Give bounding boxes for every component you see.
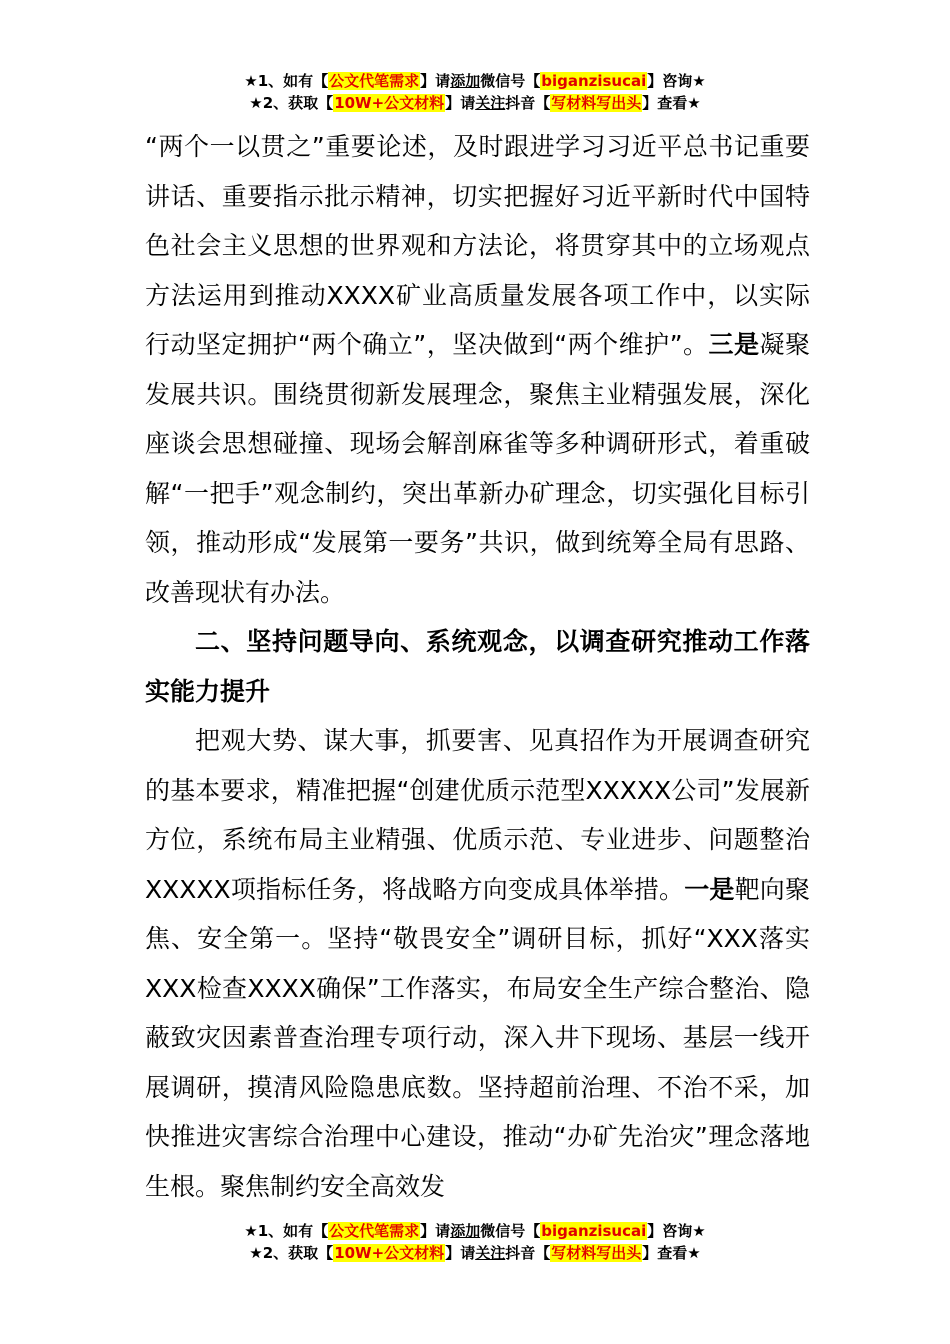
- footer-line-1-middle: 】请: [420, 1222, 451, 1240]
- banner-highlight-wechat-id: biganzisucai: [541, 72, 647, 90]
- banner-line-2-suffix: 】查看★: [642, 94, 701, 112]
- footer-banner: [0, 1220, 950, 1264]
- banner-line-2-middle: 】请: [445, 94, 476, 112]
- footer-highlight-materials: 10W+公文材料: [334, 1244, 445, 1262]
- banner-line-2-prefix: ★2、获取【: [249, 94, 334, 112]
- footer-highlight-douyin: 写材料写出头: [551, 1244, 642, 1262]
- footer-line-1: [0, 1220, 950, 1242]
- paragraph-1-bold-lead: 三是: [708, 330, 760, 359]
- paragraph-2-bold-lead: 一是: [684, 874, 735, 904]
- banner-underline-add: 添加: [450, 72, 481, 90]
- banner-underline-follow: 关注: [475, 94, 506, 112]
- footer-highlight-wechat-id: biganzisucai: [541, 1222, 647, 1240]
- paragraph-2-text: 把观大势、谋大事，抓要害、见真招作为开展调查研究的基本要求，精准把握“创建优质示范型XXXXX公司”发展新方位，系统布局主业精强、优质示范、专业进步、问题整治XXXXX项指标任务，将战略方向变成具体举措。: [145, 726, 810, 904]
- banner-highlight-douyin: 写材料写出头: [551, 94, 642, 112]
- section-heading-2: 二、坚持问题导向、系统观念，以调查研究推动工作落实能力提升: [145, 627, 810, 706]
- footer-line-2-middle2: 抖音【: [505, 1244, 551, 1262]
- banner-line-2-middle2: 抖音【: [505, 94, 551, 112]
- banner-line-1-middle2: 微信号【: [480, 72, 541, 90]
- footer-line-1-prefix: ★1、如有【: [244, 1222, 329, 1240]
- footer-line-2-suffix: 】查看★: [642, 1244, 701, 1262]
- banner-line-2: [0, 92, 950, 114]
- banner-line-1-prefix: ★1、如有【: [244, 72, 329, 90]
- banner-line-1: [0, 70, 950, 92]
- footer-line-2-middle: 】请: [445, 1244, 476, 1262]
- banner-line-1-middle: 】请: [420, 72, 451, 90]
- banner-line-1-suffix: 】咨询★: [647, 72, 706, 90]
- paragraph-1-tail: 凝聚发展共识。围绕贯彻新发展理念，聚焦主业精强发展，深化座谈会思想碰撞、现场会解剖麻雀等多种调研形式，着重破解“一把手”观念制约，突出革新办矿理念，切实强化目标引领，推动形成“发展第一要务”共识，做到统筹全局有思路、改善现状有办法。: [145, 330, 810, 607]
- paragraph-2: [145, 716, 810, 1211]
- footer-highlight-service: 公文代笔需求: [329, 1222, 420, 1240]
- paragraph-2-tail: 靶向聚焦、安全第一。坚持“敬畏安全”调研目标，抓好“XXX落实XXX检查XXXX确保”工作落实，布局安全生产综合整治、隐蔽致灾因素普查治理专项行动，深入井下现场、基层一线开展调研，摸清风险隐患底数。坚持超前治理、不治不采，加快推进灾害综合治理中心建设，推动“办矿先治灾”理念落地生根。聚焦制约安全高效发: [145, 874, 810, 1201]
- footer-line-2-prefix: ★2、获取【: [249, 1244, 334, 1262]
- header-banner: [0, 70, 950, 114]
- banner-highlight-materials: 10W+公文材料: [334, 94, 445, 112]
- footer-line-2: [0, 1242, 950, 1264]
- footer-line-1-middle2: 微信号【: [480, 1222, 541, 1240]
- footer-line-1-suffix: 】咨询★: [647, 1222, 706, 1240]
- footer-underline-follow: 关注: [475, 1244, 506, 1262]
- banner-highlight-service: 公文代笔需求: [329, 72, 420, 90]
- paragraph-continuation: [145, 122, 810, 617]
- document-body: [145, 122, 810, 1211]
- footer-underline-add: 添加: [450, 1222, 481, 1240]
- paragraph-1-text: “两个一以贯之”重要论述，及时跟进学习习近平总书记重要讲话、重要指示批示精神，切实把握好习近平新时代中国特色社会主义思想的世界观和方法论，将贯穿其中的立场观点方法运用到推动XXXX矿业高质量发展各项工作中，以实际行动坚定拥护“两个确立”，坚决做到“两个维护”。: [145, 132, 810, 359]
